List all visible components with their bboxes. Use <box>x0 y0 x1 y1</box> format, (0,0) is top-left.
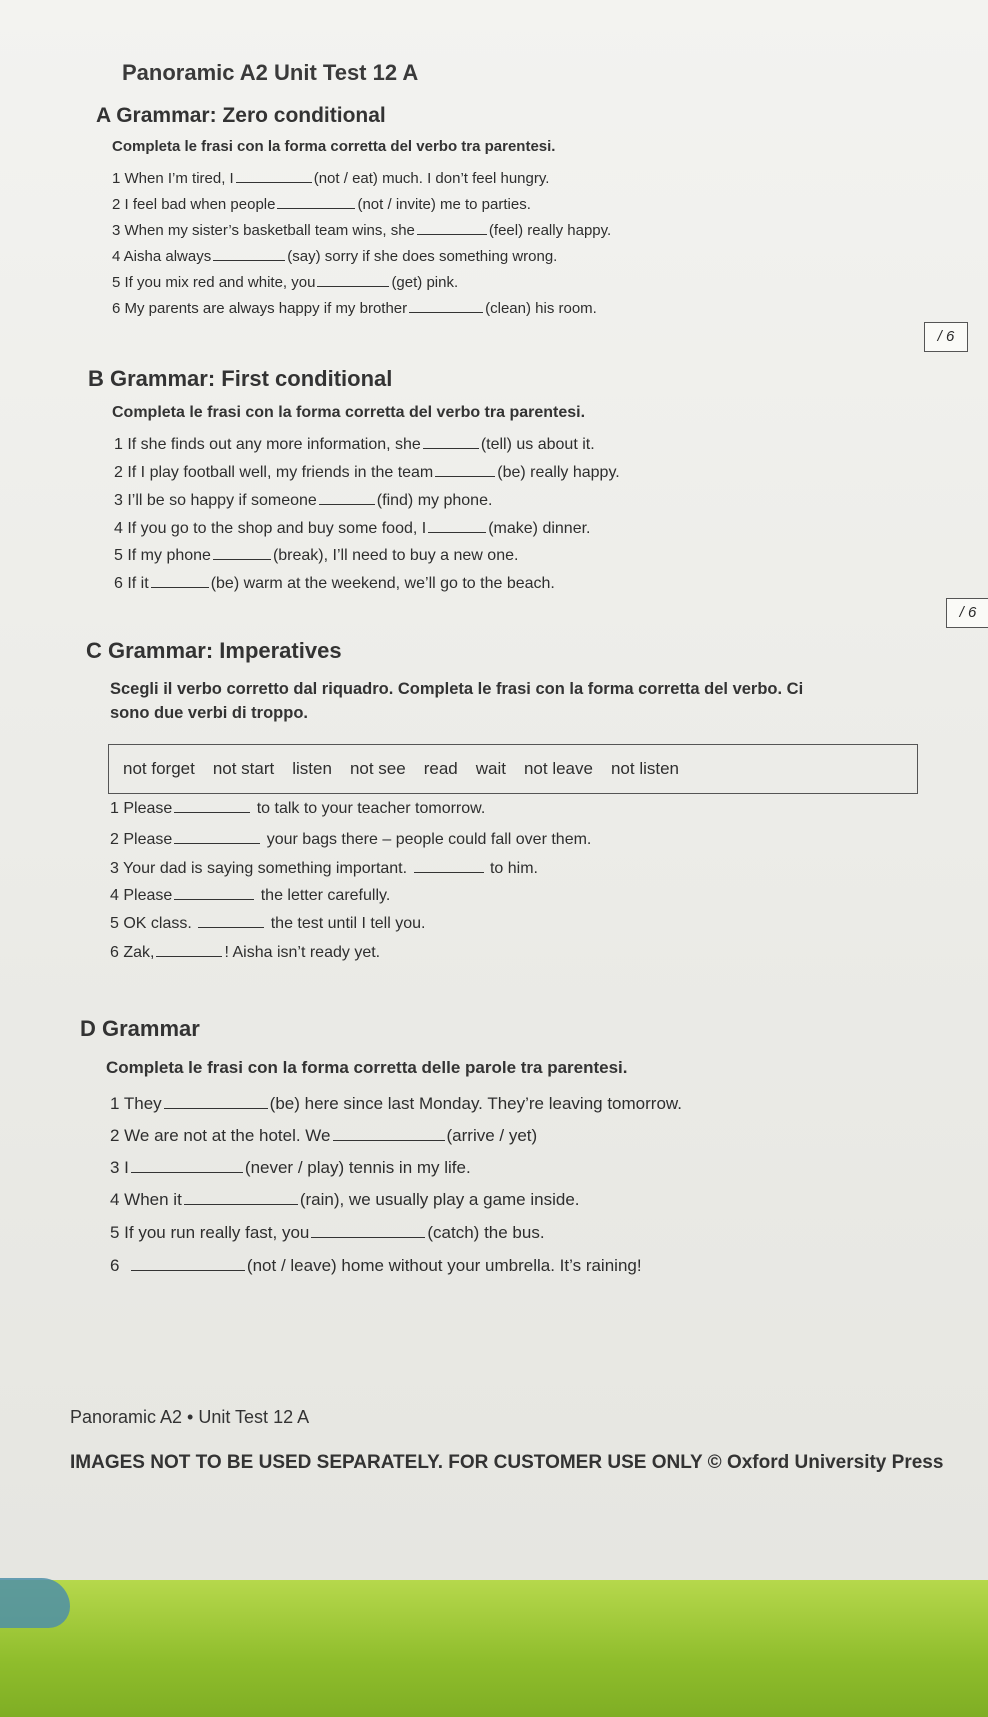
answer-blank[interactable] <box>131 1269 245 1271</box>
list-item: 6 If it (be) warm at the weekend, we’ll go to the beach. <box>114 575 555 592</box>
list-item: 1 They (be) here since last Monday. They’re leaving tomorrow. <box>110 1094 682 1113</box>
list-item: 2 Please your bags there – people could fall over them. <box>110 831 592 848</box>
list-item: 6 Zak, ! Aisha isn’t ready yet. <box>110 944 381 961</box>
answer-blank[interactable] <box>164 1107 268 1109</box>
answer-blank[interactable] <box>277 207 355 209</box>
answer-blank[interactable] <box>423 447 479 449</box>
list-item: 6 My parents are always happy if my brother (clean) his room. <box>112 300 597 317</box>
answer-blank[interactable] <box>333 1139 445 1141</box>
section-c-instruction-1: Scegli il verbo corretto dal riquadro. Completa le frasi con la forma corretta del verbo. Ci <box>110 680 804 698</box>
section-b-title: B Grammar: First conditional <box>88 366 393 391</box>
answer-blank[interactable] <box>409 311 483 313</box>
answer-blank[interactable] <box>213 259 285 261</box>
answer-blank[interactable] <box>174 811 250 813</box>
answer-blank[interactable] <box>417 233 487 235</box>
list-item: 2 We are not at the hotel. We (arrive / yet) <box>110 1126 538 1145</box>
answer-blank[interactable] <box>174 842 260 844</box>
answer-blank[interactable] <box>174 898 254 900</box>
footer-title: Panoramic A2 • Unit Test 12 A <box>70 1407 310 1427</box>
section-c-title: C Grammar: Imperatives <box>86 638 342 663</box>
answer-blank[interactable] <box>198 926 264 928</box>
list-item: 5 If you run really fast, you (catch) the bus. <box>110 1223 545 1242</box>
copyright-notice: IMAGES NOT TO BE USED SEPARATELY. FOR CUSTOMER USE ONLY © Oxford University Press <box>70 1452 944 1473</box>
list-item: 5 OK class. the test until I tell you. <box>110 915 426 932</box>
section-c-instruction-2: sono due verbi di troppo. <box>110 704 308 722</box>
list-item: 5 If my phone (break), I’ll need to buy a new one. <box>114 547 519 564</box>
answer-blank[interactable] <box>435 475 495 477</box>
background-object <box>0 1578 70 1628</box>
section-a-instruction: Completa le frasi con la forma corretta del verbo tra parentesi. <box>112 138 556 155</box>
answer-blank[interactable] <box>319 503 375 505</box>
section-a-title: A Grammar: Zero conditional <box>96 104 386 127</box>
answer-blank[interactable] <box>156 955 222 957</box>
answer-blank[interactable] <box>236 181 312 183</box>
list-item: 4 Aisha always (say) sorry if she does something wrong. <box>112 248 558 265</box>
list-item: 3 I’ll be so happy if someone (find) my phone. <box>114 492 493 509</box>
answer-blank[interactable] <box>311 1236 425 1238</box>
word-box <box>108 744 918 794</box>
word-option: wait <box>475 759 506 778</box>
section-b-instruction: Completa le frasi con la forma corretta del verbo tra parentesi. <box>112 404 586 421</box>
word-option: not forget <box>123 759 195 778</box>
word-option: not see <box>349 759 406 778</box>
word-option: read <box>423 759 458 778</box>
answer-blank[interactable] <box>414 871 484 873</box>
answer-blank[interactable] <box>317 285 389 287</box>
score-box: / 6 <box>946 598 988 628</box>
page-title: Panoramic A2 Unit Test 12 A <box>122 60 419 85</box>
section-d-instruction: Completa le frasi con la forma corretta delle parole tra parentesi. <box>106 1058 628 1077</box>
list-item: 3 When my sister’s basketball team wins, she (feel) really happy. <box>112 222 612 239</box>
score-box: / 6 <box>924 322 968 352</box>
word-option: not leave <box>523 759 593 778</box>
answer-blank[interactable] <box>131 1171 243 1173</box>
answer-blank[interactable] <box>213 558 271 560</box>
list-item: 2 If I play football well, my friends in the team (be) really happy. <box>114 464 620 481</box>
list-item: 4 Please the letter carefully. <box>110 887 391 904</box>
background-surface <box>0 1580 988 1717</box>
word-option: not start <box>212 759 275 778</box>
section-d-title: D Grammar <box>80 1016 200 1041</box>
answer-blank[interactable] <box>151 586 209 588</box>
list-item: 1 Please to talk to your teacher tomorrow. <box>110 800 486 817</box>
list-item: 5 If you mix red and white, you (get) pink. <box>112 274 459 291</box>
word-option: not listen <box>610 759 680 778</box>
word-option: listen <box>292 759 332 778</box>
list-item: 2 I feel bad when people (not / invite) me to parties. <box>112 196 531 213</box>
list-item: 3 Your dad is saying something important. to him. <box>110 860 538 877</box>
list-item: 1 When I’m tired, I (not / eat) much. I don’t feel hungry. <box>112 170 550 187</box>
list-item: 3 I (never / play) tennis in my life. <box>110 1158 471 1177</box>
answer-blank[interactable] <box>428 531 486 533</box>
list-item: 4 When it (rain), we usually play a game inside. <box>110 1190 580 1209</box>
list-item: 1 If she finds out any more information, she (tell) us about it. <box>114 436 595 453</box>
list-item: 4 If you go to the shop and buy some food, I (make) dinner. <box>114 520 591 537</box>
list-item: 6 (not / leave) home without your umbrella. It’s raining! <box>110 1256 642 1275</box>
answer-blank[interactable] <box>184 1203 298 1205</box>
